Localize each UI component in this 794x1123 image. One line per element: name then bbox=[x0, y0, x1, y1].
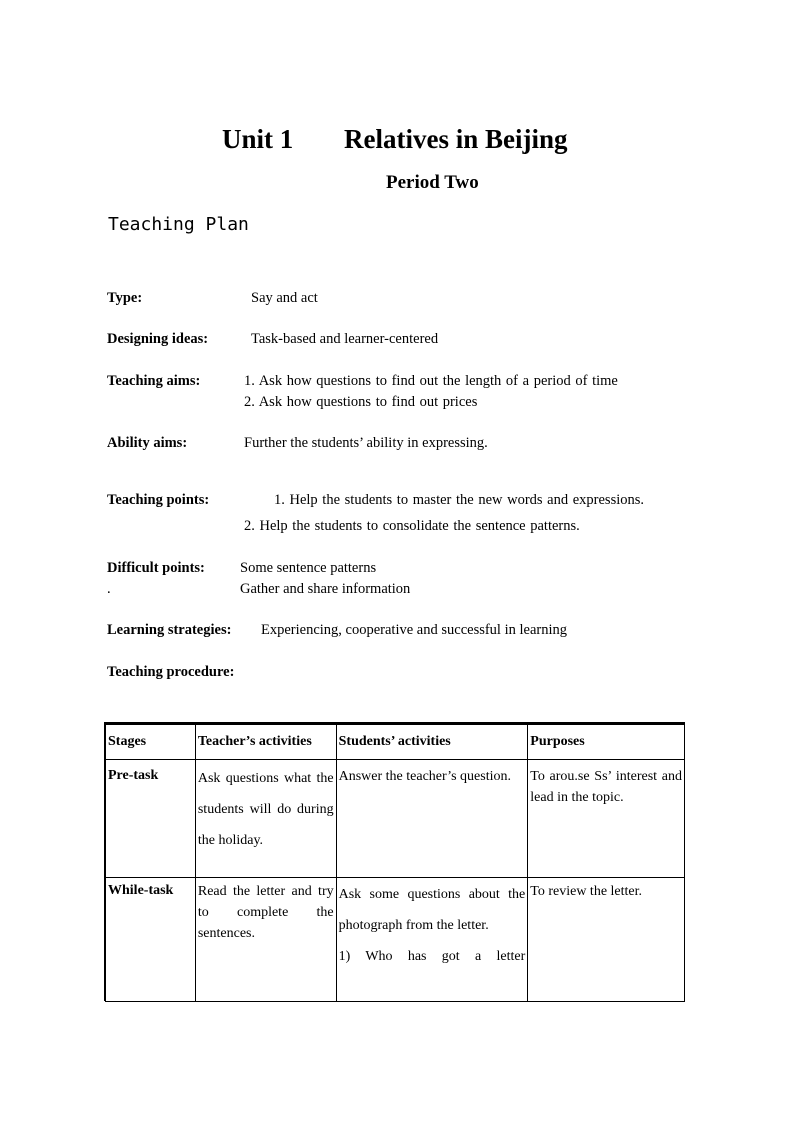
table-row bbox=[106, 760, 685, 878]
difficult-line-1: Some sentence patterns bbox=[240, 560, 377, 576]
type-value: Say and act bbox=[251, 290, 318, 306]
header-stages: Stages bbox=[106, 725, 196, 760]
points-label: Teaching points: bbox=[107, 492, 210, 508]
strategies-label: Learning strategies: bbox=[107, 622, 232, 638]
aims-line-2: 2. Ask how questions to find out prices bbox=[244, 394, 478, 410]
teacher-cell: Ask questions what the students will do during the holiday. bbox=[195, 760, 336, 878]
header-purposes: Purposes bbox=[528, 725, 685, 760]
unit-number: Unit 1 bbox=[222, 124, 294, 154]
procedure-label: Teaching procedure: bbox=[107, 664, 235, 680]
difficult-line-2: Gather and share information bbox=[240, 581, 411, 597]
purpose-cell: To arou.se Ss’ interest and lead in the topic. bbox=[528, 760, 685, 878]
type-label: Type: bbox=[107, 290, 143, 306]
unit-name: Relatives in Beijing bbox=[344, 124, 568, 154]
purpose-cell: To review the letter. bbox=[528, 878, 685, 1002]
aims-label: Teaching aims: bbox=[107, 373, 201, 389]
header-teacher: Teacher’s activities bbox=[195, 725, 336, 760]
students-cell bbox=[336, 878, 528, 1002]
difficult-label: Difficult points: bbox=[107, 560, 205, 576]
procedure-table bbox=[105, 724, 685, 1002]
stage-cell: While-task bbox=[106, 878, 196, 1002]
table-row bbox=[106, 878, 685, 1002]
stage-cell: Pre-task bbox=[106, 760, 196, 878]
students-text: Ask some questions about the photograph from the letter. bbox=[338, 887, 526, 933]
table-header-row bbox=[106, 725, 685, 760]
students-text-continued: 1) Who has got a letter bbox=[338, 949, 526, 964]
designing-label: Designing ideas: bbox=[107, 331, 209, 347]
period-subtitle: Period Two bbox=[386, 172, 479, 193]
points-line-1: 1. Help the students to master the new words and expressions. bbox=[274, 492, 645, 508]
points-line-2: 2. Help the students to consolidate the sentence patterns. bbox=[244, 518, 580, 534]
teacher-cell: Read the letter and try to complete the sentences. bbox=[195, 878, 336, 1002]
designing-value: Task-based and learner-centered bbox=[251, 331, 439, 347]
strategies-value: Experiencing, cooperative and successful in learning bbox=[261, 622, 567, 638]
ability-value: Further the students’ ability in expressing. bbox=[244, 435, 488, 451]
teaching-plan-heading: Teaching Plan bbox=[108, 214, 249, 235]
difficult-dot: . bbox=[107, 581, 111, 597]
aims-line-1: 1. Ask how questions to find out the length of a period of time bbox=[244, 373, 618, 389]
ability-label: Ability aims: bbox=[107, 435, 188, 451]
students-cell: Answer the teacher’s question. bbox=[336, 760, 528, 878]
header-students: Students’ activities bbox=[336, 725, 528, 760]
